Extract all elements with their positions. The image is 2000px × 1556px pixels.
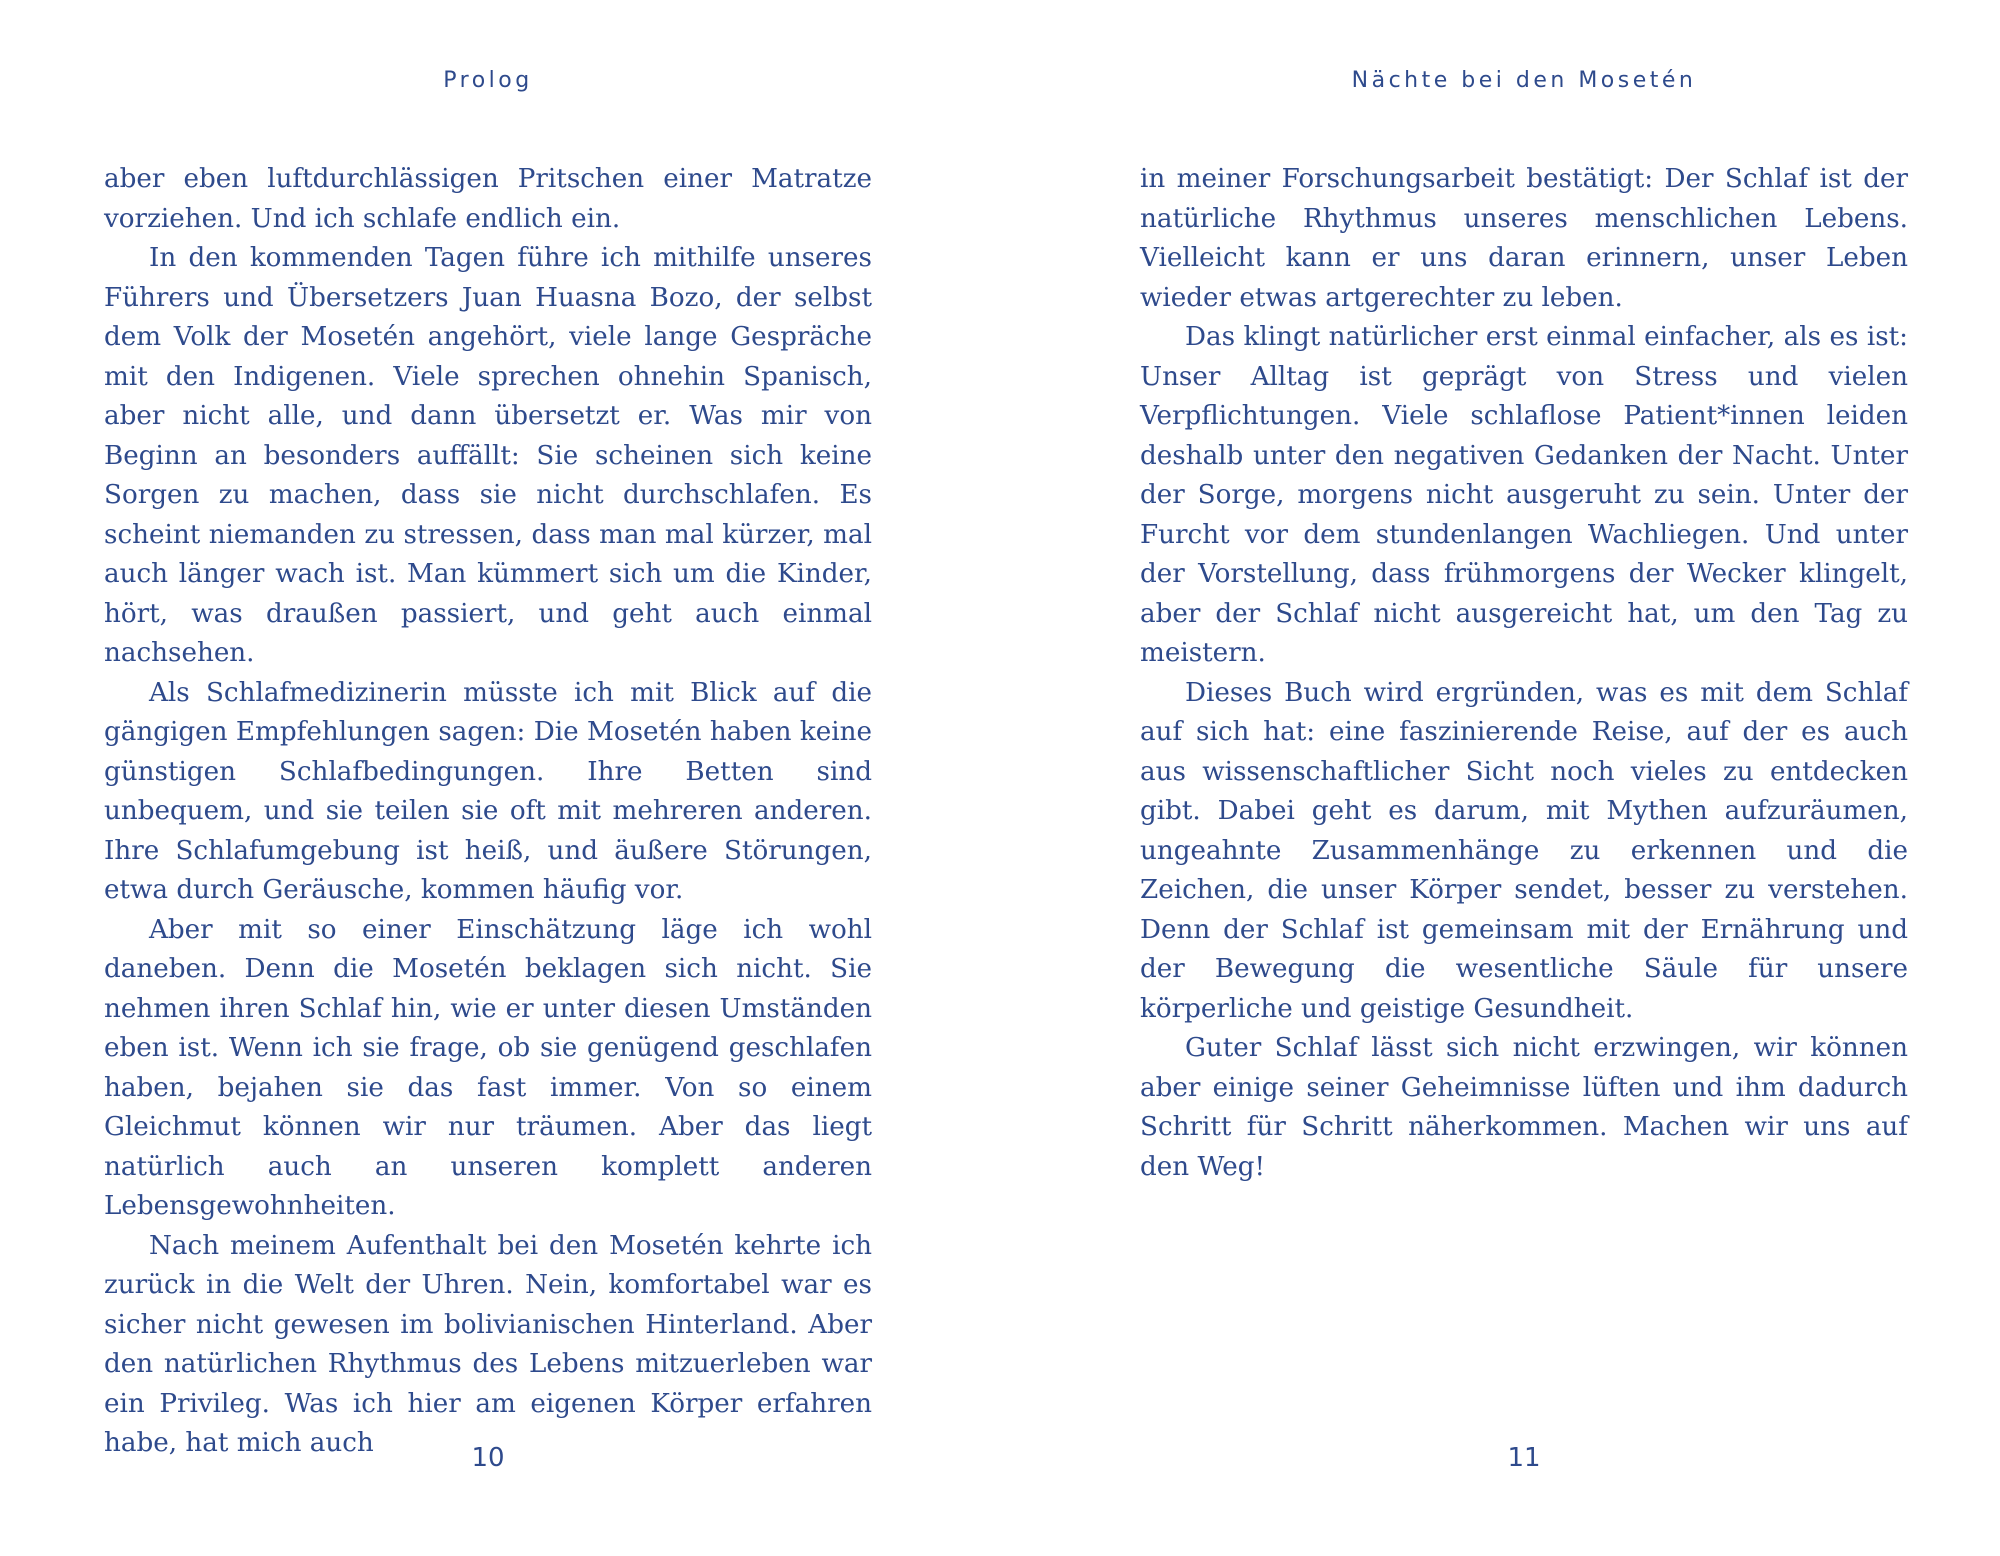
paragraph: Dieses Buch wird ergründen, was es mit dem Schlaf auf sich hat: eine faszinierende Reise, auf der es auch aus wissenschaftlicher Sicht noch vieles zu entdecken gibt. Dabei geht es darum, mit Mythen aufzuräumen, ungeahnte Zusammenhänge zu erkennen und die Zeichen, die unser Körper sendet, besser zu verstehen. Denn der Schlaf ist gemeinsam mit der Ernährung und der Bewegung die wesentliche Säule für unsere körperliche und geistige Gesundheit.	[1140, 677, 1908, 1024]
page-body	[1140, 160, 1908, 1187]
paragraph: Das klingt natürlicher erst einmal einfacher, als es ist: Unser Alltag ist geprägt von Stress und vielen Verpflichtungen. Viele schlaflose Patient*innen leiden deshalb unter den negativen Gedanken der Nacht. Unter der Sorge, morgens nicht ausgeruht zu sein. Unter der Furcht vor dem stundenlangen Wachliegen. Und unter der Vorstellung, dass frühmorgens der Wecker klingelt, aber der Schlaf nicht ausgereicht hat, um den Tag zu meistern.	[1140, 322, 1908, 668]
paragraph: Aber mit so einer Einschätzung läge ich wohl daneben. Denn die Mosetén beklagen sich nicht. Sie nehmen ihren Schlaf hin, wie er unter diesen Umständen eben ist. Wenn ich sie frage, ob sie genügend geschlafen haben, bejahen sie das fast immer. Von so einem Gleichmut können wir nur träumen. Aber das liegt natürlich auch an unseren komplett anderen Lebensgewohnheiten.	[104, 914, 872, 1221]
running-head: Prolog	[443, 68, 533, 93]
page-number: 10	[471, 1443, 505, 1473]
paragraph: in meiner Forschungsarbeit bestätigt: Der Schlaf ist der natürliche Rhythmus unseres menschlichen Lebens. Vielleicht kann er uns daran erinnern, unser Leben wieder etwas artgerechter zu leben.	[1140, 164, 1908, 313]
paragraph: In den kommenden Tagen führe ich mithilfe unseres Führers und Übersetzers Juan Huasna Bozo, der selbst dem Volk der Mosetén angehört, viele lange Gespräche mit den Indigenen. Viele sprechen ohnehin Spanisch, aber nicht alle, und dann übersetzt er. Was mir von Beginn an besonders auffällt: Sie scheinen sich keine Sorgen zu machen, dass sie nicht durchschlafen. Es scheint niemanden zu stressen, dass man mal kürzer, mal auch länger wach ist. Man kümmert sich um die Kinder, hört, was draußen passiert, und geht auch einmal nachsehen.	[104, 243, 872, 668]
page-body	[104, 160, 872, 1464]
right-page	[1000, 0, 2000, 1556]
paragraph: aber eben luftdurchlässigen Pritschen einer Matratze vorziehen. Und ich schlafe endlich ein.	[104, 164, 872, 234]
page-number: 11	[1507, 1443, 1541, 1473]
paragraph: Guter Schlaf lässt sich nicht erzwingen, wir können aber einige seiner Geheimnisse lüften und ihm dadurch Schritt für Schritt näherkommen. Machen wir uns auf den Weg!	[1140, 1033, 1908, 1182]
running-head: Nächte bei den Mosetén	[1351, 68, 1697, 93]
paragraph: Als Schlafmedizinerin müsste ich mit Blick auf die gängigen Empfehlungen sagen: Die Mosetén haben keine günstigen Schlafbedingungen. Ihre Betten sind unbequem, und sie teilen sie oft mit mehreren anderen. Ihre Schlafumgebung ist heiß, und äußere Störungen, etwa durch Geräusche, kommen häufig vor.	[104, 677, 872, 905]
paragraph: Nach meinem Aufenthalt bei den Mosetén kehrte ich zurück in die Welt der Uhren. Nein, komfortabel war es sicher nicht gewesen im bolivianischen Hinterland. Aber den natürlichen Rhythmus des Lebens mitzuerleben war ein Privileg. Was ich hier am eigenen Körper erfahren habe, hat mich auch	[104, 1230, 872, 1458]
